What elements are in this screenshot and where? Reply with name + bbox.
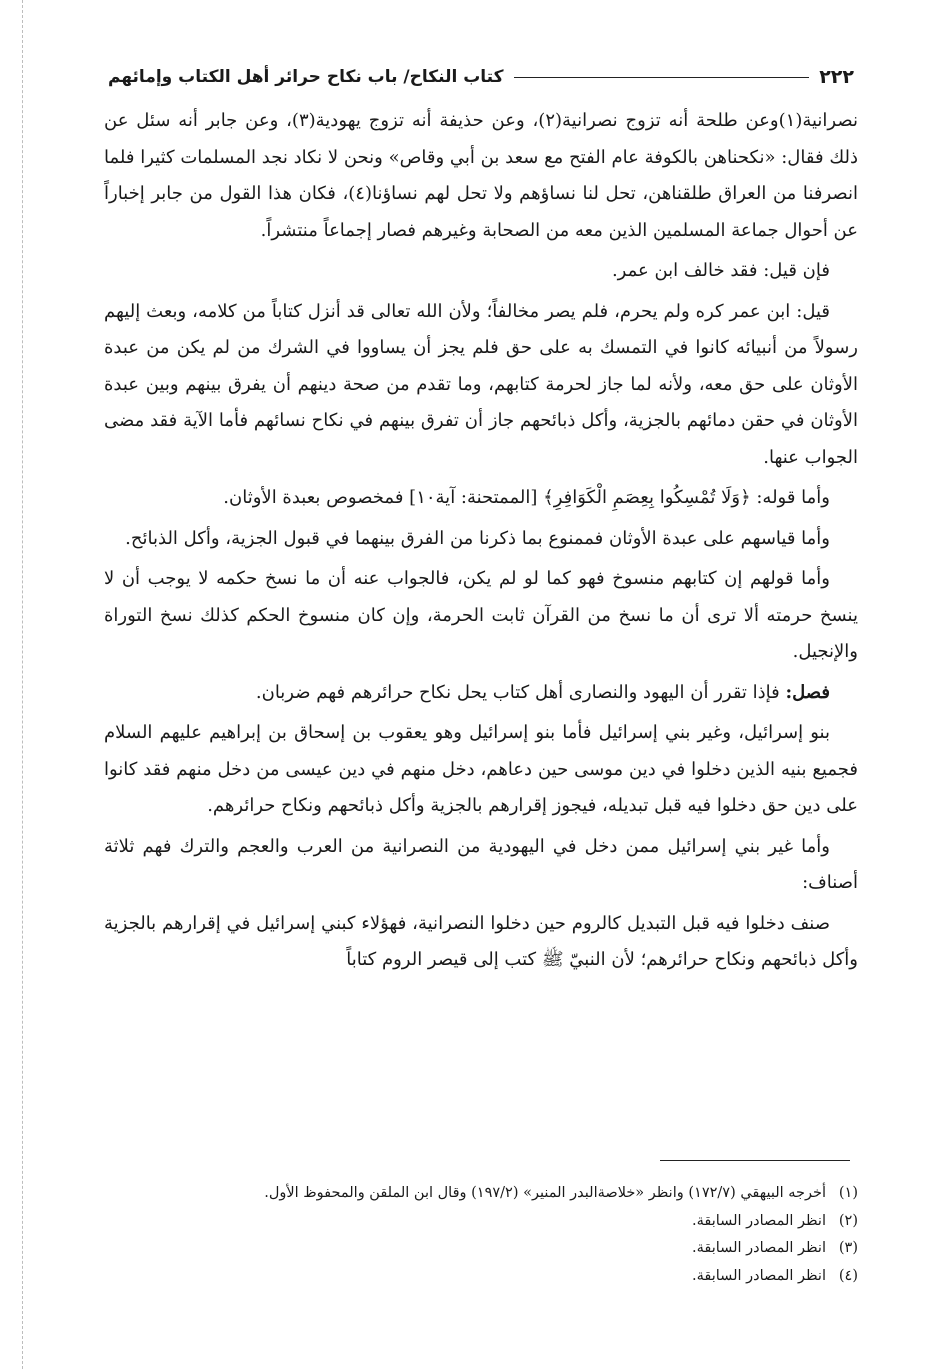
- footnote: [104, 1180, 858, 1208]
- paragraph: فإن قيل: فقد خالف ابن عمر.: [611, 260, 830, 281]
- paragraph: قيل: ابن عمر كره ولم يحرم، فلم يصر مخالفاً؛ ولأن الله تعالى قد أنزل كتاباً من كلامه، وبعث إليهم رسولاً من أنبيائه كانوا في التمسك به على حق فلم يجز أن يساووا في الشرك من لم يكن من عبدة الأوثان على حق معه، ولأنه لما جاز لحرمة كتابهم، وما تقدم من صحة دينهم أن يفرق بينهم وبين عبدة الأوثان في حقن دمائهم بالجزية، وأكل ذبائحهم جاز أن تفرق بينهم في نكاح نسائهم فأما الآية فقد مضى الجواب عنها.: [104, 300, 858, 468]
- footnote: [104, 1235, 858, 1263]
- footnote-separator: [660, 1160, 850, 1161]
- footnote: [104, 1208, 858, 1236]
- footnote-text: أخرجه البيهقي (١٧٢/٧) وانظر «خلاصةالبدر المنير» (١٩٧/٢) وقال ابن الملقن والمحفوظ الأول.: [264, 1185, 826, 1201]
- paragraph: بنو إسرائيل، وغير بني إسرائيل فأما بنو إسرائيل وهو يعقوب بن إسحاق بن إبراهيم عليهم السلام فجميع بنيه الذين دخلوا في دين موسى حين دعاهم، دخل منهم في دين عيسى من دخل منهم فقد كانوا على دين حق دخلوا فيه قبل تبديله، فيجوز إقرارهم بالجزية وأكل ذبائحهم ونكاح حرائرهم.: [104, 722, 858, 816]
- footnote-number: (٣): [838, 1240, 858, 1256]
- fasl-label: فصل:: [785, 681, 830, 703]
- fasl-text: فإذا تقرر أن اليهود والنصارى أهل كتاب يحل نكاح حرائرهم فهم ضربان.: [255, 681, 780, 703]
- footnote: [104, 1263, 858, 1291]
- paragraph: وأما قياسهم على عبدة الأوثان فممنوع بما ذكرنا من الفرق بينهما في قبول الجزية، وأكل الذبائح.: [125, 527, 830, 549]
- page-edge-line: [22, 0, 23, 1369]
- header-rule: [514, 77, 810, 78]
- paragraph: صنف دخلوا فيه قبل التبديل كالروم حين دخلوا النصرانية، فهؤلاء كبني إسرائيل في إقرارهم بالجزية وأكل ذبائحهم ونكاح حرائرهم؛ لأن النبيّ ﷺ كتب إلى قيصر الروم كتاباً: [104, 912, 858, 970]
- header-title: كتاب النكاح/ باب نكاح حرائر أهل الكتاب وإمائهم: [108, 67, 504, 87]
- paragraph: نصرانية(١)وعن طلحة أنه تزوج نصرانية(٢)، وعن حذيفة أنه تزوج يهودية(٣)، وعن جابر أنه سئل عن ذلك فقال: «نكحناهن بالكوفة عام الفتح مع سعد بن أبي وقاص» ونحن لا نكاد نجد المسلمات كثيرا فلما انصرفنا من العراق طلقناهن، تحل لنا نساؤهم ولا تحل لهم نساؤنا(٤)، فكان هذا القول من جابر إخباراً عن أحوال جماعة المسلمين الذين معه من الصحابة وغيرهم فصار إجماعاً منتشراً.: [104, 110, 858, 241]
- fasl-paragraph: [104, 675, 858, 712]
- footnote-text: انظر المصادر السابقة.: [691, 1267, 826, 1284]
- paragraph: وأما قولهم إن كتابهم منسوخ فهو كما لو لم يكن، فالجواب عنه أن ما نسخ حكمه لا يوجب أن لا ينسخ حرمته ألا ترى أن ما نسخ من القرآن ثابت الحرمة، وإن كان منسوخ الحكم كذلك نسخ التوراة والإنجيل.: [104, 568, 858, 662]
- running-header: [108, 60, 854, 94]
- footnote-text: انظر المصادر السابقة.: [691, 1212, 826, 1229]
- footnote-number: (٤): [838, 1267, 858, 1284]
- footnote-text: انظر المصادر السابقة.: [691, 1240, 826, 1256]
- paragraph: وأما قوله: ﴿وَلَا تُمْسِكُوا بِعِصَمِ الْكَوَافِرِ﴾ [الممتحنة: آية١٠] فمخصوص بعبدة الأوثان.: [223, 487, 830, 508]
- page-number: ٢٢٢: [819, 66, 854, 88]
- footnote-number: (١): [838, 1185, 858, 1201]
- footnote-number: (٢): [838, 1212, 858, 1229]
- footnotes: [104, 1180, 858, 1290]
- paragraph: وأما غير بني إسرائيل ممن دخل في اليهودية من النصرانية من العرب والعجم والترك فهم ثلاثة أصناف:: [104, 835, 858, 893]
- main-text: [104, 103, 858, 1153]
